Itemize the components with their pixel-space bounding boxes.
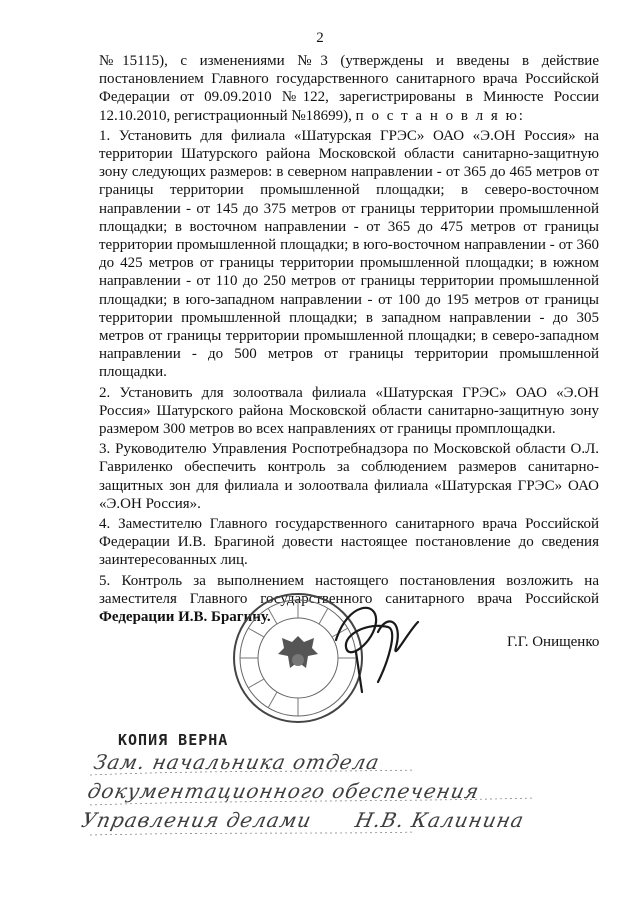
- signature-mark: [318, 592, 438, 702]
- item-1: 1. Установить для филиала «Шатурская ГРЭС» ОАО «Э.ОН Россия» на территории Шатурского района Московской области санитарно-защитную зону следующих размеров: в северном направлении - от 365 до 465 метров от границы территории промышленной площадки; в северо-восточном направлении - от 145 до 375 метров от границы территории промышленной площадки; в восточном направлении - от 365 до 475 метров от границы территории промышленной площадки; в юго-восточном направлении - от 360 до 425 метров от границы территории промышленной площадки; в южном направлении - от 110 до 250 метров от границы территории промышленной площадки; в юго-западном направлении - от 100 до 195 метров от границы территории промышленной площадки; в западном направлении - до 305 метров от границы территории промышленной площадки; в северо-западном направлении - до 500 метров от границы территории промышленной площадки.: [99, 127, 599, 381]
- item-4: 4. Заместителю Главного государственного санитарного врача Российской Федерации И.В. Брагиной довести настоящее постановление до сведения заинтересованных лиц.: [99, 516, 599, 569]
- copy-certified-stamp: КОПИЯ ВЕРНА: [118, 731, 229, 749]
- page-number: 2: [316, 30, 324, 46]
- item-3: 3. Руководителю Управления Роспотребнадзора по Московской области О.Л. Гавриленко обеспечить контроль за соблюдением размеров санитарно-защитных зон для филиала и золоотвала филиала «Шатурская ГРЭС» ОАО «Э.ОН Россия».: [99, 441, 599, 512]
- handwritten-underline: [85, 740, 625, 850]
- item-2: 2. Установить для золоотвала филиала «Шатурская ГРЭС» ОАО «Э.ОН Россия» Шатурского района Московской области санитарно-защитную зону размером 300 метров во всех направлениях от границы промплощадки.: [99, 384, 599, 438]
- handwritten-line: Зам. начальника отдела: [91, 750, 383, 774]
- handwritten-line: документационного обеспечения: [85, 779, 482, 803]
- signer-name: Г.Г. Онищенко: [507, 634, 600, 650]
- handwritten-line: Управления делами Н.В. Калинина: [79, 808, 527, 832]
- handwritten-signature-name: Н.В. Калинина: [353, 808, 527, 832]
- item-5-text: 5. Контроль за выполнением настоящего постановления возложить на заместителя Главного государственного санитарного врача Российской: [99, 572, 599, 607]
- resolution-word: п о с т а н о в л я ю:: [355, 107, 525, 124]
- document-body: [99, 52, 599, 626]
- eagle-emblem-icon: [278, 636, 318, 668]
- intro-paragraph: [99, 52, 599, 125]
- intro-text: №15115), с изменениями №3 (утверждены и введены в действие постановлением Главного государственного санитарного врача Российской Федерации от 09.09.2010 №122, зарегистрированы в Минюсте России 12.10.2010, регистрационный №18699),: [99, 53, 599, 124]
- item-5-end: Федерации И.В. Брагину.: [99, 609, 271, 626]
